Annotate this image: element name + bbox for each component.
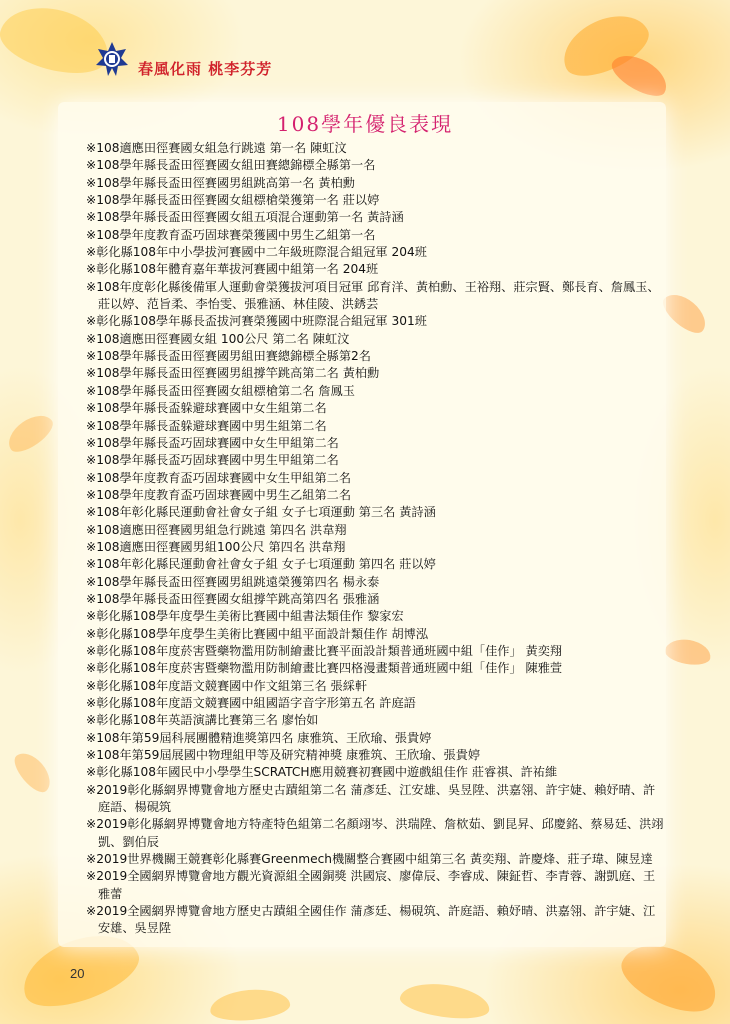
list-item: ※彰化縣108學年度學生美術比賽國中組平面設計類佳作 胡博泓	[86, 626, 429, 641]
flower-petal-decoration	[9, 747, 57, 798]
list-item: ※2019世界機關王競賽彰化縣賽Greenmech機關整合賽國中組第三名 黃奕翔、許慶烽、莊子瑋、陳昱達	[86, 852, 653, 867]
list-item: ※108年彰化縣民運動會社會女子組 女子七項運動 第四名 莊以婷	[86, 557, 436, 572]
list-item: ※2019全國網界博覽會地方歷史古蹟組全國佳作 蒲彥廷、楊硯筑、許庭語、賴妤晴、洪嘉翎、許宇婕、江安雄、吳昱陞	[86, 904, 656, 936]
list-item: ※108適應田徑賽國女組 100公尺 第二名 陳虹汶	[86, 331, 350, 346]
list-item: ※彰化縣108年國民中小學學生SCRATCH應用競賽初賽國中遊戲組佳作 莊睿祺、許祐維	[86, 765, 558, 780]
list-item: ※108適應田徑賽國男組急行跳遠 第四名 洪韋翔	[86, 522, 347, 537]
list-item: ※彰化縣108年度語文競賽國中作文組第三名 張綵軒	[86, 678, 368, 693]
list-item: ※彰化縣108年度語文競賽國中組國語字音字形第五名 許庭語	[86, 696, 416, 710]
list-item: ※108年第59屆展國中物理組甲等及研究精神獎 康雅筑、王欣瑜、張貴婷	[86, 748, 481, 763]
list-item: ※108學年縣長盃田徑賽國男組跳遠榮獲第四名 楊永泰	[86, 574, 380, 589]
list-item: ※彰化縣108年度菸害暨藥物濫用防制繪畫比賽四格漫畫類普通班國中組「佳作」 陳雅萱	[86, 661, 563, 676]
list-item: ※彰化縣108年中小學拔河賽國中二年級班際混合組冠軍 204班	[86, 245, 427, 260]
list-item: ※108學年縣長盃田徑賽國女組標槍榮獲第一名 莊以婷	[86, 193, 380, 208]
list-item: ※108年第59屆科展團體精進獎第四名 康雅筑、王欣瑜、張貴婷	[86, 730, 432, 745]
list-item: ※2019彰化縣網界博覽會地方歷史古蹟組第二名 蒲彥廷、江安雄、吳昱陞、洪嘉翎、許宇婕、賴妤晴、許庭語、楊硯筑	[86, 782, 656, 815]
school-logo-icon	[94, 41, 130, 77]
page-title: 108學年優良表現	[276, 112, 454, 136]
flower-petal-decoration	[398, 979, 492, 1023]
achievement-list	[86, 140, 666, 938]
flower-petal-decoration	[209, 987, 291, 1024]
list-item: ※108學年縣長盃田徑賽國女組撐竿跳高第四名 張雅涵	[86, 591, 380, 606]
page-header	[94, 38, 272, 79]
list-item: ※108學年縣長盃田徑賽國男組田賽總錦標全縣第2名	[86, 349, 371, 364]
flower-petal-decoration	[2, 408, 58, 458]
list-item: ※108適應田徑賽國男組100公尺 第四名 洪韋翔	[86, 539, 346, 554]
list-item: ※108學年縣長盃巧固球賽國中男生甲組第二名	[86, 453, 339, 468]
page-number: 20	[70, 966, 85, 981]
list-item: ※108學年度教育盃巧固球賽榮獲國中男生乙組第一名	[86, 227, 376, 242]
list-item: ※彰化縣108年體育嘉年華拔河賽國中組第一名 204班	[86, 262, 379, 277]
school-motto: 春風化雨 桃李芬芳	[138, 60, 273, 78]
list-item: ※108適應田徑賽國女組急行跳遠 第一名 陳虹汶	[86, 141, 347, 155]
list-item: ※108學年縣長盃田徑賽國男組跳高第一名 黃柏勳	[86, 175, 355, 190]
list-item: ※108學年縣長盃巧固球賽國中女生甲組第二名	[86, 435, 339, 450]
list-item: ※108學年縣長盃躲避球賽國中男生組第二名	[86, 418, 327, 433]
list-item: ※彰化縣108年英語演講比賽第三名 廖怡如	[86, 713, 319, 728]
list-item: ※108學年縣長盃田徑賽國女組標槍第二名 詹鳳玉	[86, 383, 355, 398]
list-item: ※108年彰化縣民運動會社會女子組 女子七項運動 第三名 黃詩涵	[86, 505, 436, 520]
list-item: ※108學年縣長盃田徑賽國女組田賽總錦標全縣第一名	[86, 158, 376, 173]
list-item: ※108學年縣長盃田徑賽國女組五項混合運動第一名 黃詩涵	[86, 210, 404, 225]
list-item: ※彰化縣108學年縣長盃拔河賽榮獲國中班際混合組冠軍 301班	[86, 314, 427, 329]
list-item: ※108學年縣長盃躲避球賽國中女生組第二名	[86, 401, 327, 416]
list-item: ※2019彰化縣網界博覽會地方特產特色組第二名顏翊岑、洪瑞陞、詹栨茹、劉昆昇、邱慶銘、蔡易廷、洪翊凱、劉伯辰	[86, 817, 664, 849]
list-item: ※2019全國網界博覽會地方觀光資源組全國銅獎 洪國宸、廖偉辰、李睿成、陳鉦哲、李青蓉、謝凱庭、王雅蕾	[86, 869, 656, 901]
list-item: ※108年度彰化縣後備軍人運動會榮獲拔河項目冠軍 邱育洋、黃柏勳、王裕翔、莊宗賢、鄭長育、詹鳳玉、莊以婷、范旨柔、李怡雯、張雅涵、林佳陵、洪銹芸	[86, 279, 660, 312]
list-item: ※108學年度教育盃巧固球賽國中男生乙組第二名	[86, 487, 352, 502]
list-item: ※108學年度教育盃巧固球賽國中女生甲組第二名	[86, 470, 352, 485]
list-item: ※彰化縣108學年度學生美術比賽國中組書法類佳作 黎家宏	[86, 609, 404, 624]
list-item: ※108學年縣長盃田徑賽國男組撐竿跳高第二名 黃柏勳	[86, 366, 380, 381]
flower-petal-decoration	[663, 636, 712, 668]
list-item: ※彰化縣108年度菸害暨藥物濫用防制繪畫比賽平面設計類普通班國中組「佳作」 黃奕翔	[86, 643, 563, 658]
